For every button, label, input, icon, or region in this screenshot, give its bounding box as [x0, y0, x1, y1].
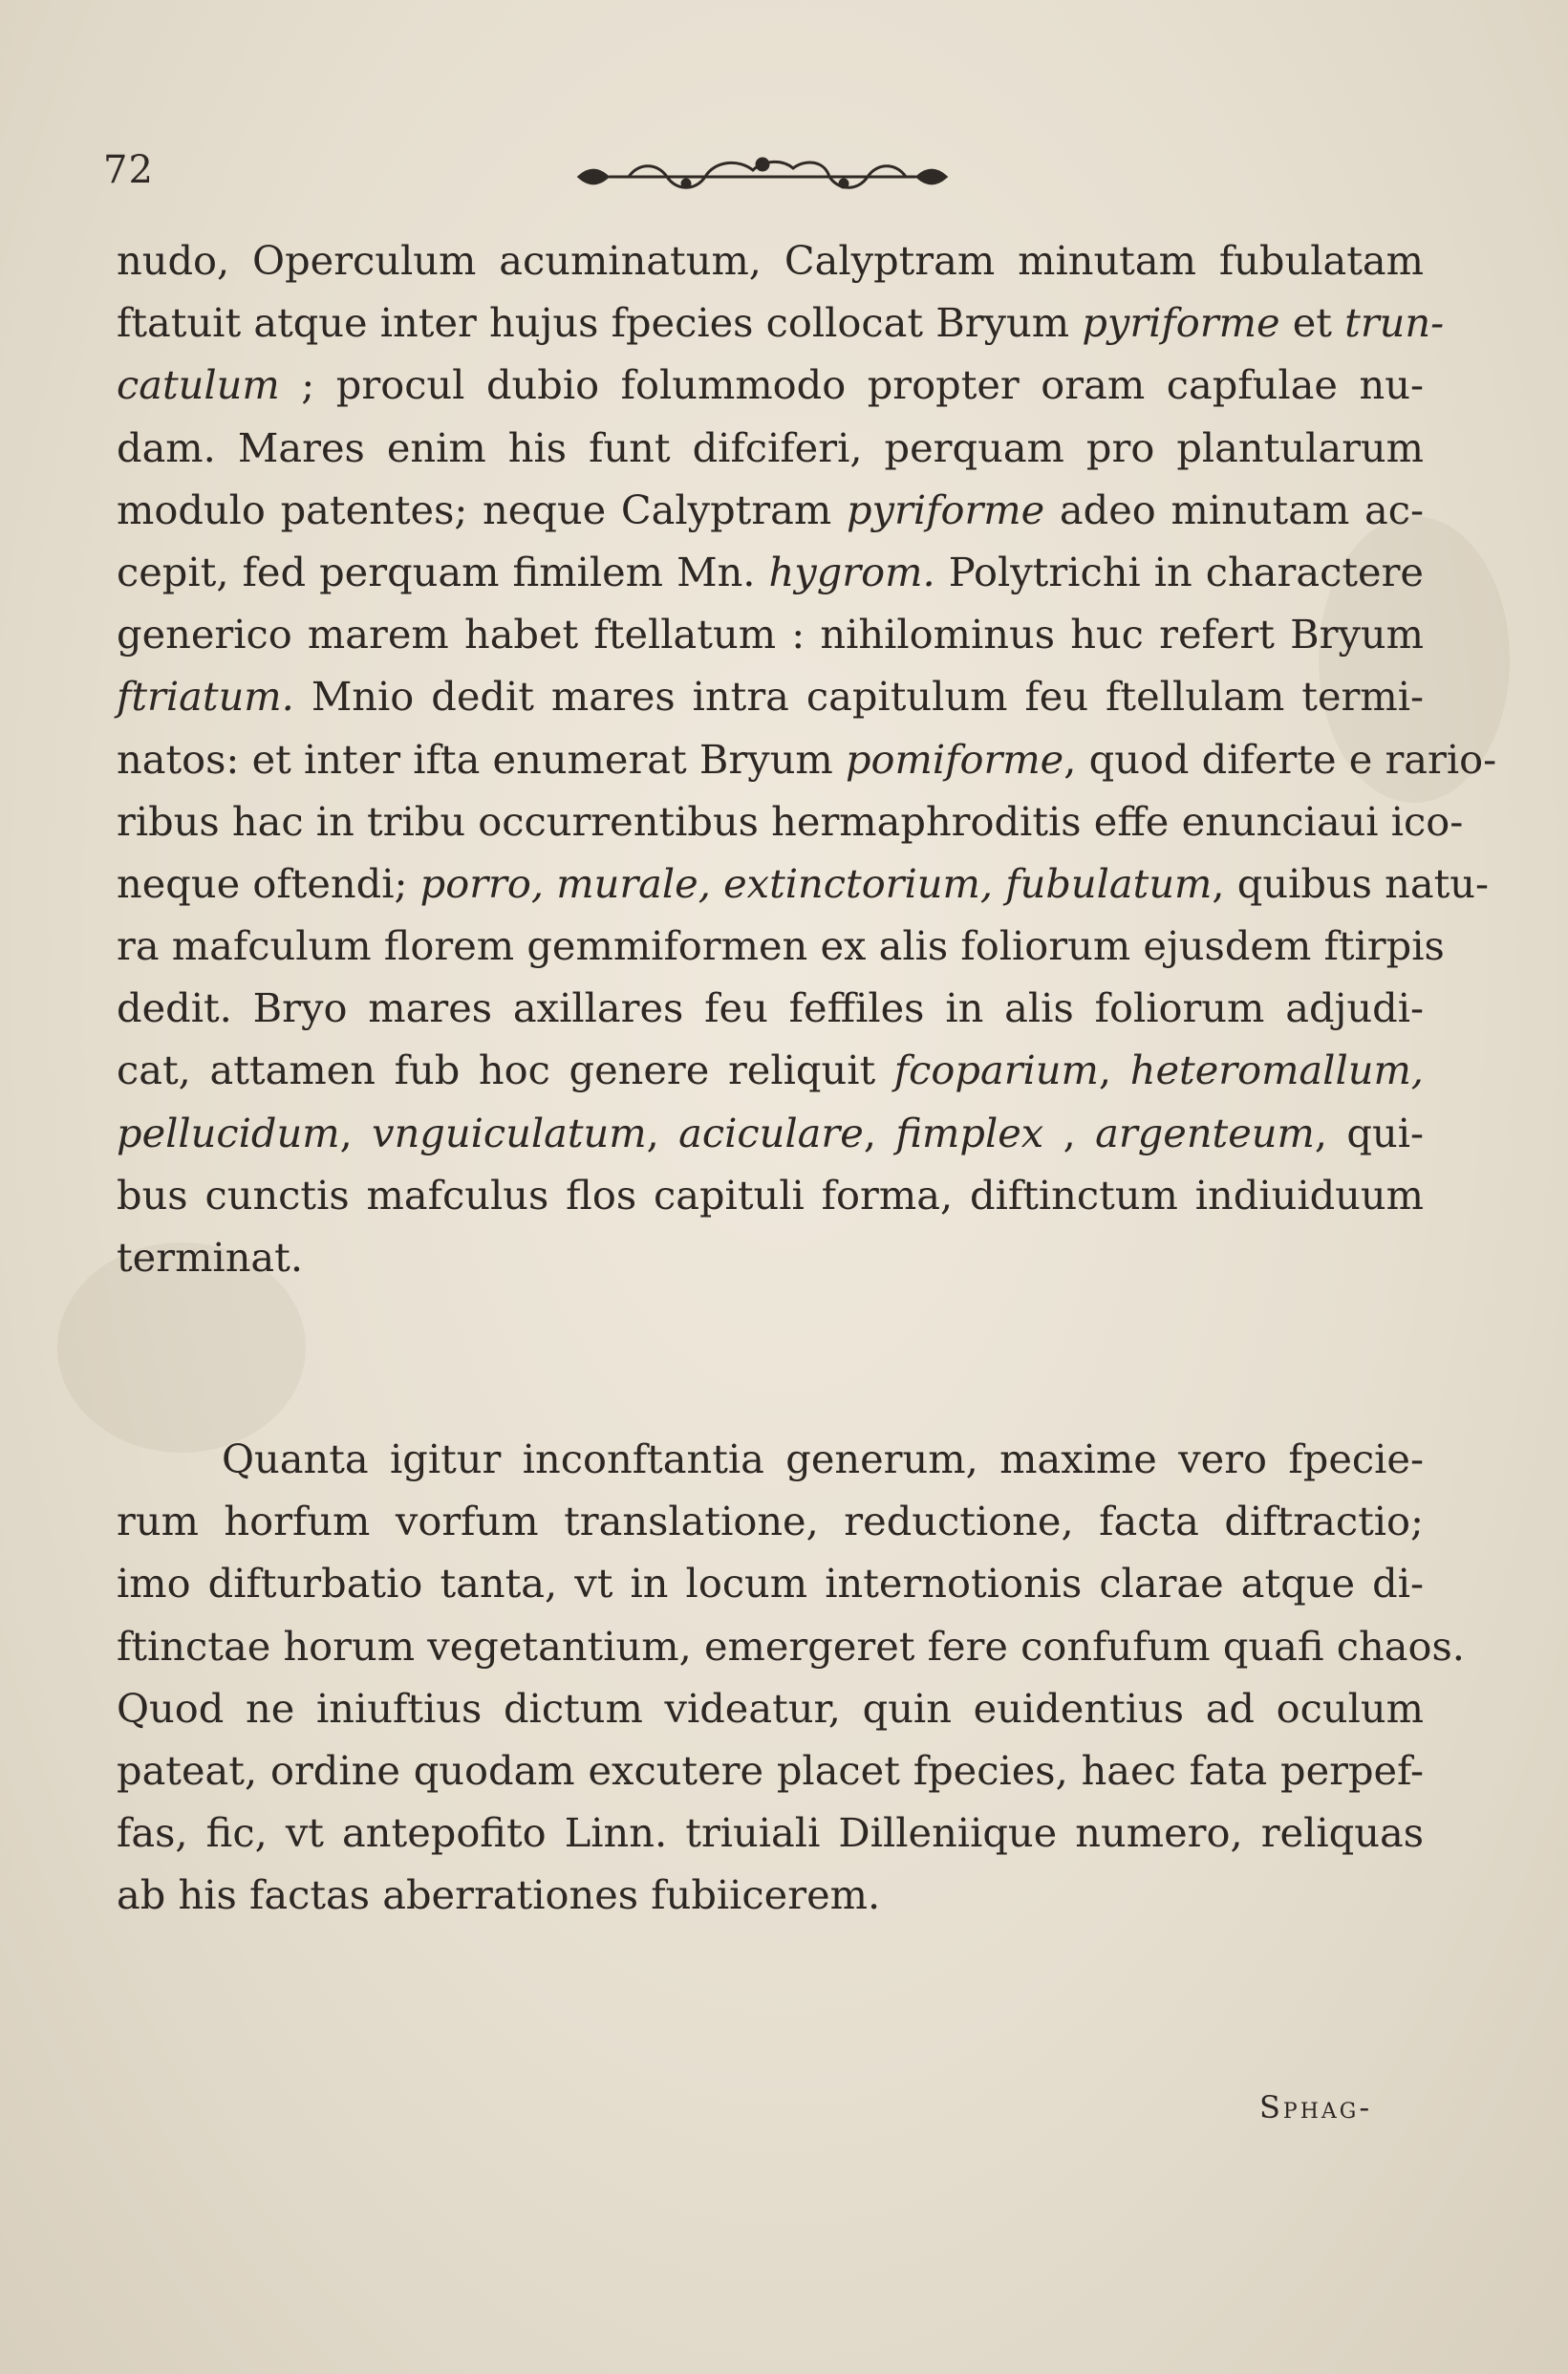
- italic-run: aciculare: [678, 1109, 864, 1156]
- text-line: [117, 852, 1490, 915]
- text-run: natos: et inter ifta enumerat Bryum: [117, 735, 846, 783]
- italic-run: pyriforme: [1082, 299, 1280, 347]
- text-line: [117, 790, 1464, 852]
- text-run: Quanta igitur inconftantia generum, maxime vero fpecie-: [222, 1435, 1424, 1482]
- text-run: adeo minutam ac-: [1044, 486, 1424, 533]
- text-run: , quibus natu-: [1212, 859, 1490, 907]
- text-run: bus cunctis mafculus flos capituli forma, diftinctum indiuiduum: [117, 1171, 1424, 1219]
- italic-run: porro, murale, extinctorium, fubulatum: [419, 859, 1213, 907]
- catchword: Sphag-: [1259, 2089, 1373, 2126]
- text-run: terminat.: [117, 1234, 304, 1281]
- page-number: 72: [103, 148, 154, 192]
- text-run: nudo, Operculum acuminatum, Calyptram minutam fubulatam: [117, 237, 1424, 284]
- text-line: [117, 1039, 1424, 1101]
- italic-run: heteromallum,: [1129, 1047, 1424, 1094]
- text-line: [117, 1864, 1424, 1926]
- text-run: ftatuit atque inter hujus fpecies collocat Bryum: [117, 299, 1083, 347]
- italic-run: fimplex: [895, 1109, 1044, 1156]
- text-run: Mnio dedit mares intra capitulum feu ftellulam termi-: [293, 673, 1424, 721]
- text-run: ,: [863, 1109, 896, 1156]
- italic-run: pyriforme: [846, 486, 1045, 533]
- text-line: [117, 603, 1424, 665]
- text-line: [117, 417, 1424, 479]
- italic-run: hygrom.: [768, 548, 935, 595]
- text-line: [117, 291, 1445, 354]
- text-line: [117, 354, 1424, 416]
- text-run: generico marem habet ftellatum : nihilominus huc refert Bryum: [117, 611, 1424, 658]
- text-line: [117, 1226, 1424, 1288]
- text-run: pateat, ordine quodam excutere placet fpecies, haec fata perpef-: [117, 1746, 1424, 1794]
- italic-run: vnguiculatum: [372, 1109, 647, 1156]
- text-run: dedit. Bryo mares axillares feu feffiles in alis foliorum adjudi-: [117, 984, 1424, 1032]
- italic-run: pomiforme: [845, 735, 1064, 783]
- text-run: et: [1279, 299, 1345, 347]
- text-line: [117, 1802, 1424, 1864]
- text-run: rum horfum vorfum translatione, reductione, facta diftractio;: [117, 1498, 1424, 1545]
- text-run: ra mafculum florem gemmiformen ex alis foliorum ejusdem ftirpis: [117, 922, 1445, 970]
- text-run: ribus hac in tribu occurrentibus hermaphroditis effe enunciaui ico-: [117, 797, 1464, 845]
- italic-run: ftriatum.: [117, 673, 294, 721]
- italic-run: pellucidum: [117, 1109, 340, 1156]
- text-line: [117, 229, 1424, 291]
- text-run: , quod diferte e rario-: [1063, 735, 1497, 783]
- text-run: cepit, fed perquam fimilem Mn.: [117, 548, 769, 595]
- text-run: Quod ne iniuftius dictum videatur, quin euidentius ad oculum: [117, 1684, 1424, 1732]
- italic-run: catulum: [117, 361, 280, 409]
- text-line: [117, 1739, 1424, 1802]
- text-run: , qui-: [1314, 1109, 1425, 1156]
- text-run: ,: [1043, 1109, 1096, 1156]
- text-line: [117, 1102, 1424, 1164]
- text-run: ftinctae horum vegetantium, emergeret fere confufum quafi chaos.: [117, 1622, 1465, 1670]
- text-run: cat, attamen fub hoc genere reliquit: [117, 1047, 894, 1094]
- text-line: [117, 728, 1497, 790]
- text-run: modulo patentes; neque Calyptram: [117, 486, 847, 533]
- text-line: [117, 1552, 1424, 1614]
- text-line: [117, 1164, 1424, 1226]
- body-paragraph-1: [117, 229, 1497, 1288]
- text-run: neque oftendi;: [117, 859, 420, 907]
- text-line: [117, 541, 1424, 603]
- text-line: [117, 977, 1424, 1039]
- text-line: [117, 479, 1424, 541]
- italic-run: argenteum: [1095, 1109, 1315, 1156]
- text-line: [117, 665, 1424, 727]
- text-line: [117, 1677, 1424, 1739]
- text-run: Polytrichi in charactere: [934, 548, 1424, 595]
- text-run: imo difturbatio tanta, vt in locum internotionis clarae atque di-: [117, 1560, 1424, 1608]
- text-line: [117, 915, 1445, 977]
- text-run: dam. Mares enim his funt difciferi, perquam pro plantularum: [117, 423, 1424, 471]
- text-run: fas, fic, vt antepofito Linn. triuiali Dilleniique numero, reliquas: [117, 1809, 1424, 1857]
- body-paragraph-2: [117, 1428, 1465, 1927]
- text-line: [117, 1615, 1465, 1677]
- italic-run: trun-: [1344, 299, 1445, 347]
- text-run: ,: [1098, 1047, 1130, 1094]
- text-run: ab his factas aberrationes fubiicerem.: [117, 1871, 881, 1919]
- text-run: ,: [646, 1109, 679, 1156]
- italic-run: fcoparium: [893, 1047, 1099, 1094]
- text-run: ; procul dubio folummodo propter oram capfulae nu-: [279, 361, 1424, 409]
- text-line: [117, 1428, 1424, 1490]
- text-run: ,: [339, 1109, 373, 1156]
- text-line: [117, 1490, 1424, 1552]
- headpiece-ornament: [571, 155, 954, 199]
